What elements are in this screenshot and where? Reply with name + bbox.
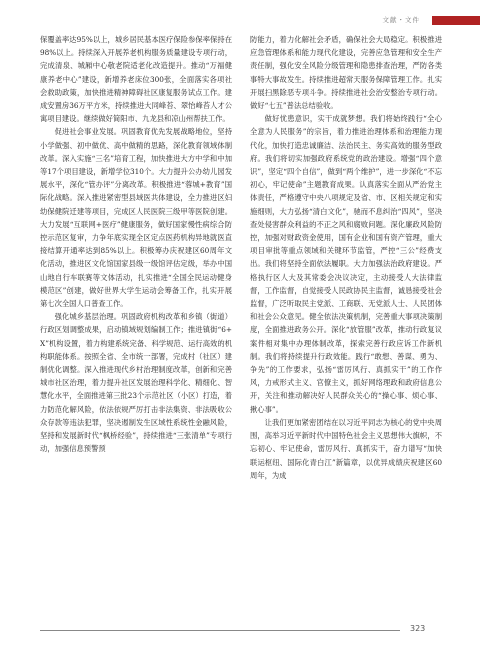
header-accent-bar xyxy=(432,16,480,25)
paragraph: 防能力，着力化解社会矛盾，确保社会大局稳定。积极推进应急管理体系和能力现代化建设，完善应急管理和安全生产责任制，强化安全风险分级管理和隐患排查治理，严防各类事特大事故发生。持续推进超常天服务保障管理工作。扎实开展扫黑除恶专项斗争。持续推进社会治安整治专项行动。做好“七五”普法总结验收。 xyxy=(250,35,442,111)
left-column xyxy=(40,33,232,613)
paragraph: 让我们更加紧密团结在以习近平同志为核心的党中央周围，高举习近平新时代中国特色社会主义思想伟大旗帜，不忘初心、牢记使命，雷厉风行、真抓实干，奋力谱写“加快联运枢纽、国际化青白江”新篇章，以优异成绩庆祝建区60周年，为成 xyxy=(250,417,442,480)
body-columns xyxy=(40,33,442,613)
paragraph: 促进社会事业发展。巩固教育优先发展战略地位，坚持小学做强、初中做优、高中做精的思路，深化教育领域体制改革。深入实施“三名”培育工程，加快推进大方中学和中加等17个项目建设，新增学位310个。大力提升公办幼儿园发展水平，深化“管办评”分离改革。积极推进“蓉城+教育”国际化战略。深入推进紧密型县域医共体建设，全力推进区妇幼保健院迁建等项目，完成区人民医院三级甲等医院创建。大力发展“互联网+医疗”健康服务，做好国家慢性病综合防控示范区复审，力争年底实现全区定点医药机构异地就医直接结算开通率达到85%以上。积极筹办庆祝建区60周年文化活动，推进区文化馆国家县级一级馆评估定级，举办中国山地自行车联赛等文体活动，扎实推进“全国全民运动健身模范区”创建，做好世界大学生运动会筹备工作，扎实开展第七次全国人口普查工作。 xyxy=(40,127,232,309)
paragraph: 保覆盖率达95%以上，城乡居民基本医疗保险参保率保持在98%以上。持续深入开展养老机构服务质量建设专项行动，完成清泉、城厢中心敬老院适老化改造提升。推动“万福健康养老中心”建设，新增养老床位300张，全面落实各项社会救助政策，加快推进精神障碍社区康复服务试点工作。建成安置房36万平方米，持续推进大同峰苔、翠怡峰苔人才公寓项目建设。继续做好简阳市、九龙县和凉山州帮扶工作。 xyxy=(40,35,232,124)
right-column xyxy=(250,33,442,613)
paragraph: 做好忧患意识，实干成就梦想。我们将始终践行“全心全意为人民服务”的宗旨，着力推进治理体系和治理能力现代化，加快打造忠诚廉洁、法治民主、务实高效的服务型政府。我们将切实加强政府系统党的政治建设。增强“四个意识”，坚定“四个自信”，做到“两个维护”，进一步深化“不忘初心，牢记使命”主题教育成果。认真落实全面从严治党主体责任，严格遵守中央八项规定及省、市、区相关规定和实施细则，大力弘扬“清白文化”，驰而不息纠治“四风”，坚决查处侵害群众利益的不正之风和腐败问题。深化廉政风险防控，加强对财政资金使用，国有企业和国有资产管理，重大项目审批等重点领域和关键环节监管，严控“三公”经费支出。我们将坚持全面依法履职。大力加强法治政府建设。严格执行区人大及其常委会决议决定，主动接受人大法律监督，工作监督，自觉接受人民政协民主监督，诚恳接受社会监督，广泛听取民主党派、工商联、无党派人士、人民团体和社会公众意见。健全依法决策机制，完善重大事项决策制度，全面推进政务公开。深化“放管服”改革，推动行政复议案件相对集中办理体制改革，探索完善行政应诉工作新机制。我们将持续提升行政效能。践行“敢想、善谋、勇为、争先”的工作要求，弘扬“雷厉风行、真抓实干”的工作作风，力戒形式主义、官僚主义，抓好网络理政和政府信息公开，关注和推动解决好人民群众关心的“操心事、烦心事、揪心事”。 xyxy=(250,114,442,414)
running-header xyxy=(0,14,480,30)
page-footer xyxy=(0,624,480,638)
paragraph: 强化城乡基层治理。巩固政府机构改革和乡镇（街道）行政区划调整成果，启动镇域规划编制工作；推进镇街“6+X”机构设置，着力构建系统完备、科学规范、运行高效的机构职能体系。按照全省、全市统一部署，完成村（社区）建制优化调整。深入推进现代乡村治理制度改革，创新和完善城市社区治理，着力提升社区发展治理科学化、精细化、智慧化水平，全面推进第三批23个示范社区（小区）打造，着力防范化解风险，依法依规严厉打击非法集资、非法吸收公众存款等违法犯罪，坚决遏制发生区域性系统性金融风险，坚持和发展新时代“枫桥经验”，持续推进“三张清单”专项行动，加强信息预警预 xyxy=(40,312,232,454)
footer-rule xyxy=(40,630,400,631)
page-number: 323 xyxy=(410,624,426,633)
section-label: 文献・文件 xyxy=(382,16,420,24)
